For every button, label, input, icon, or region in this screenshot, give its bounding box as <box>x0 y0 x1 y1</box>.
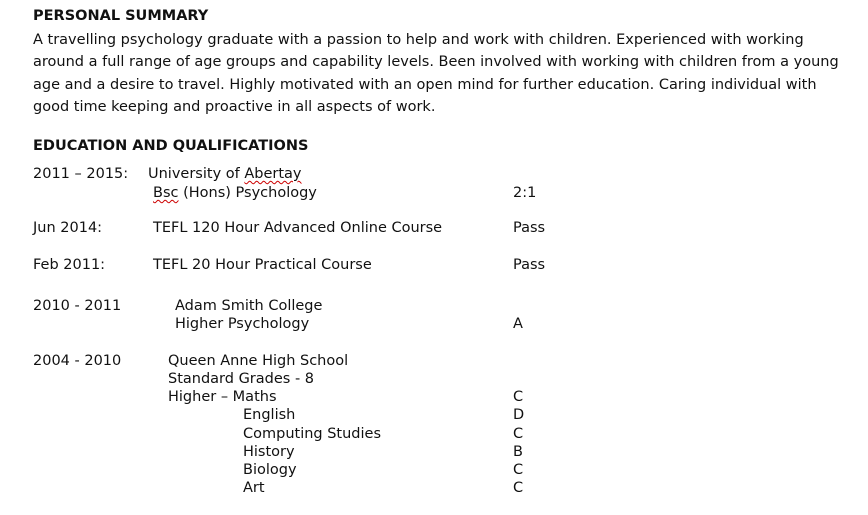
adam-smith-date: 2010 - 2011 <box>33 298 122 314</box>
abertay-date: 2011 – 2015: <box>33 166 129 182</box>
subject-name: Art <box>243 480 265 496</box>
abertay-result: 2:1 <box>513 185 537 201</box>
subject-name: Biology <box>243 462 297 478</box>
summary-line: good time keeping and proactive in all aspects of work. <box>33 98 436 115</box>
personal-summary-heading: PERSONAL SUMMARY <box>33 8 209 24</box>
queen-anne-date: 2004 - 2010 <box>33 353 122 369</box>
standard-grades: Standard Grades - 8 <box>168 371 315 387</box>
tefl120-course: TEFL 120 Hour Advanced Online Course <box>153 220 443 236</box>
summary-line: A travelling psychology graduate with a passion to help and work with children. Experienced with working <box>33 32 804 48</box>
abertay-course-rest: (Hons) Psychology <box>178 185 317 201</box>
abertay-institution-name: Abertay <box>244 166 302 182</box>
tefl20-result: Pass <box>513 257 546 273</box>
adam-smith-result: A <box>513 316 523 332</box>
higher-maths-grade: C <box>513 389 524 405</box>
queen-anne-institution: Queen Anne High School <box>168 353 349 369</box>
subject-grade: C <box>513 426 524 442</box>
adam-smith-course: Higher Psychology <box>175 316 310 332</box>
abertay-institution-prefix: University of <box>148 166 245 182</box>
adam-smith-institution: Adam Smith College <box>175 298 323 314</box>
tefl20-course: TEFL 20 Hour Practical Course <box>153 257 372 273</box>
subject-grade: D <box>513 407 525 423</box>
higher-maths-label: Higher – Maths <box>168 389 277 405</box>
abertay-institution <box>148 165 302 183</box>
subject-grade: C <box>513 462 524 478</box>
abertay-course <box>153 184 317 202</box>
subject-grade: B <box>513 444 523 460</box>
summary-line: around a full range of age groups and capability levels. Been involved with working with children from a young <box>33 54 839 71</box>
subject-grade: C <box>513 480 524 496</box>
tefl120-date: Jun 2014: <box>33 220 103 236</box>
personal-summary-paragraph <box>33 29 851 118</box>
tefl120-result: Pass <box>513 220 546 236</box>
subject-name: English <box>243 407 296 423</box>
subject-name: Computing Studies <box>243 426 382 442</box>
summary-line: age and a desire to travel. Highly motivated with an open mind for further education. Caring individual with <box>33 76 817 93</box>
education-heading: EDUCATION AND QUALIFICATIONS <box>33 138 309 154</box>
abertay-course-abbr: Bsc <box>153 185 179 201</box>
subject-name: History <box>243 444 295 460</box>
tefl20-date: Feb 2011: <box>33 257 106 273</box>
